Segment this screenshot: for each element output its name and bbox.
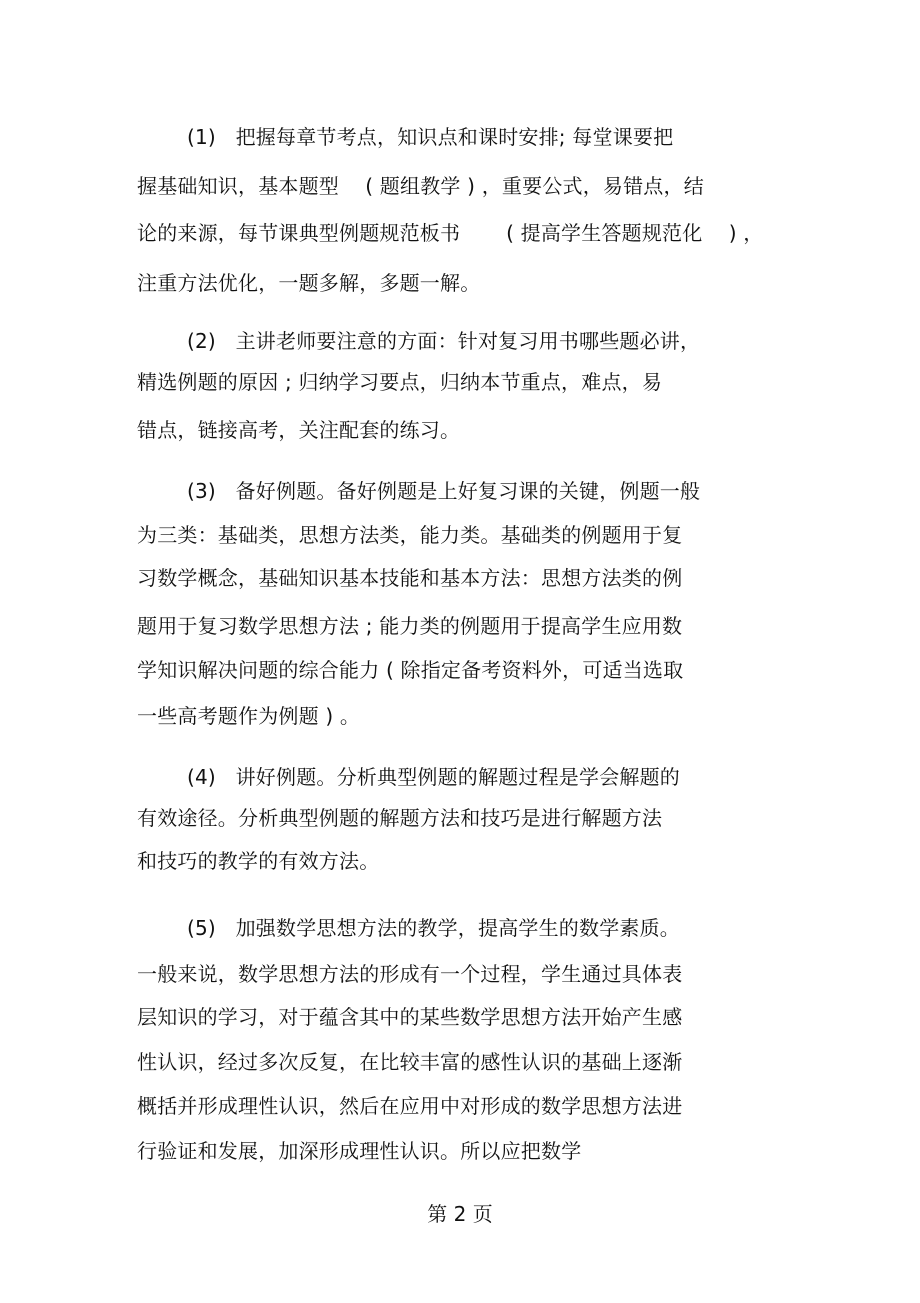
paragraph-5-line-2: 一般来说，数学思想方法的形成有一个过程，学生通过具体表: [137, 962, 683, 986]
paragraph-5-line-4: 性认识，经过多次反复，在比较丰富的感性认识的基础上逐渐: [137, 1050, 683, 1074]
paragraph-5-line-5: 概括并形成理性认识，然后在应用中对形成的数学思想方法进: [137, 1094, 683, 1118]
paragraph-3-line-5: 学知识解决问题的综合能力 ( 除指定备考资料外，可适当选取: [137, 658, 684, 682]
paragraph-4-line-1: (4) 讲好例题。分析典型例题的解题过程是学会解题的: [187, 765, 681, 789]
paragraph-2-line-2: 精选例题的原因 ; 归纳学习要点，归纳本节重点，难点，易: [137, 370, 663, 394]
paragraph-1-line-3: 论的来源，每节课典型例题规范板书 ( 提高学生答题规范化 ) ，: [137, 221, 764, 245]
paragraph-4-line-3: 和技巧的教学的有效方法。: [137, 849, 380, 873]
paragraph-1-line-2: 握基础知识，基本题型 ( 题组教学 ) ，重要公式，易错点，结: [137, 174, 704, 198]
paragraph-3-line-4: 题用于复习数学思想方法 ; 能力类的例题用于提高学生应用数: [137, 614, 683, 638]
paragraph-3-line-1: (3) 备好例题。备好例题是上好复习课的关键，例题一般: [187, 479, 701, 503]
paragraph-5-line-1: (5) 加强数学思想方法的教学，提高学生的数学素质。: [187, 916, 681, 940]
paragraph-3-line-6: 一些高考题作为例题 ) 。: [137, 704, 361, 728]
paragraph-2-line-1: (2) 主讲老师要注意的方面：针对复习用书哪些题必讲，: [187, 329, 701, 353]
paragraph-4-line-2: 有效途径。分析典型例题的解题方法和技巧是进行解题方法: [137, 806, 663, 830]
paragraph-3-line-3: 习数学概念，基础知识基本技能和基本方法：思想方法类的例: [137, 566, 683, 590]
paragraph-1-line-4: 注重方法优化，一题多解，多题一解。: [137, 271, 481, 295]
paragraph-2-line-3: 错点，链接高考，关注配套的练习。: [137, 418, 461, 442]
page-number: 第 2 页: [427, 1202, 493, 1226]
paragraph-3-line-2: 为三类：基础类，思想方法类，能力类。基础类的例题用于复: [137, 523, 683, 547]
paragraph-5-line-3: 层知识的学习，对于蕴含其中的某些数学思想方法开始产生感: [137, 1005, 683, 1029]
paragraph-5-line-6: 行验证和发展，加深形成理性认识。所以应把数学: [137, 1139, 582, 1163]
paragraph-1-line-1: (1) 把握每章节考点，知识点和课时安排; 每堂课要把: [187, 125, 674, 149]
